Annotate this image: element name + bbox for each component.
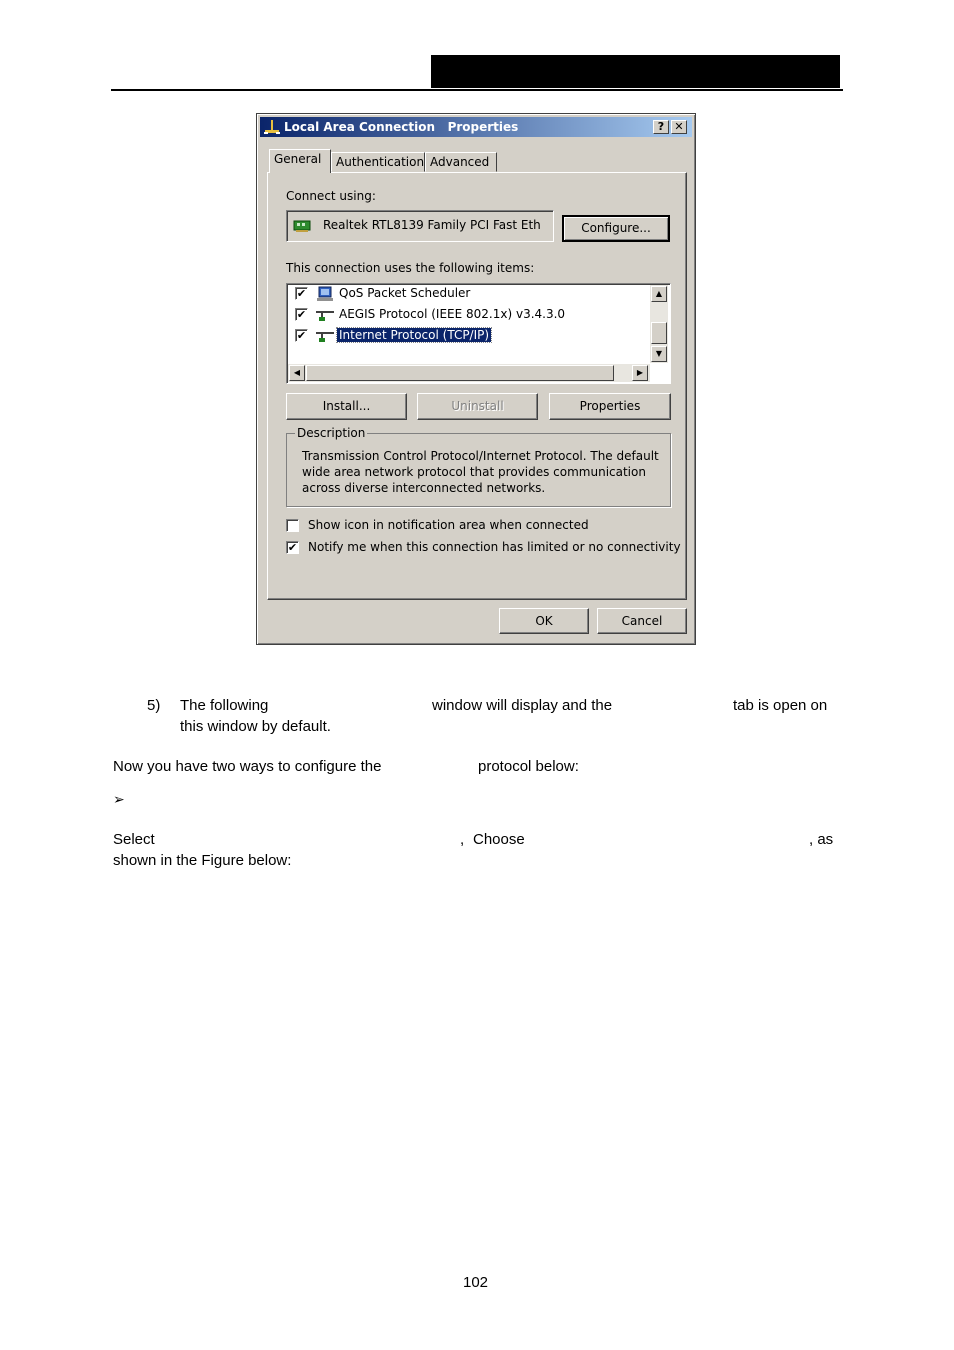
item-label-selected: Internet Protocol (TCP/IP) bbox=[339, 328, 490, 342]
comma-separator: , bbox=[460, 831, 465, 848]
item-label: AEGIS Protocol (IEEE 802.1x) v3.4.3.0 bbox=[339, 307, 566, 321]
notify-checkbox[interactable]: ✔ bbox=[287, 541, 298, 554]
header-rule bbox=[111, 89, 843, 91]
uninstall-button[interactable]: Uninstall bbox=[417, 393, 538, 420]
properties-dialog bbox=[256, 113, 696, 645]
vertical-scroll-thumb[interactable] bbox=[651, 322, 667, 344]
intro-text-part-2: protocol below: bbox=[478, 758, 579, 775]
dialog-title: Local Area Connection Properties bbox=[284, 120, 519, 134]
scroll-left-icon[interactable]: ◀ bbox=[289, 365, 305, 381]
description-legend: Description bbox=[297, 426, 366, 440]
as-text: , as bbox=[809, 831, 834, 848]
properties-button[interactable]: Properties bbox=[549, 393, 671, 420]
horizontal-scrollbar[interactable] bbox=[288, 364, 650, 382]
figure-reference: shown in the Figure below: bbox=[113, 852, 292, 869]
step-text-part-3: tab is open on bbox=[733, 697, 828, 714]
general-tab-panel bbox=[267, 172, 687, 600]
title-bar[interactable] bbox=[260, 117, 692, 137]
items-label: This connection uses the following items: bbox=[286, 261, 535, 275]
cancel-button[interactable]: Cancel bbox=[597, 608, 687, 634]
connection-items-list[interactable] bbox=[286, 283, 671, 384]
help-button[interactable]: ? bbox=[653, 120, 669, 134]
network-card-icon bbox=[293, 219, 313, 233]
scroll-up-icon[interactable]: ▲ bbox=[651, 286, 667, 302]
scroll-down-icon[interactable]: ▼ bbox=[651, 346, 667, 362]
item-checkbox[interactable]: ✔ bbox=[296, 308, 307, 321]
select-word: Select bbox=[113, 831, 155, 848]
header-bar bbox=[431, 55, 840, 88]
show-icon-checkbox[interactable] bbox=[286, 519, 299, 532]
configure-button[interactable]: Configure... bbox=[562, 215, 670, 242]
page-number: 102 bbox=[463, 1274, 489, 1291]
scheduler-icon bbox=[315, 286, 335, 302]
step-text-part-1: The following bbox=[180, 697, 269, 714]
adapter-field bbox=[286, 210, 554, 242]
close-button[interactable]: ✕ bbox=[671, 120, 687, 134]
vertical-scrollbar[interactable] bbox=[650, 285, 668, 363]
install-button[interactable]: Install... bbox=[286, 393, 407, 420]
network-protocol-icon bbox=[315, 328, 335, 344]
tab-authentication[interactable]: Authentication bbox=[331, 152, 425, 172]
step-number: 5) bbox=[147, 697, 161, 714]
scroll-right-icon[interactable]: ▶ bbox=[632, 365, 648, 381]
item-label: QoS Packet Scheduler bbox=[339, 286, 471, 300]
network-protocol-icon bbox=[315, 307, 335, 323]
connect-using-label: Connect using: bbox=[286, 189, 376, 203]
intro-text-part-1: Now you have two ways to configure the bbox=[113, 758, 382, 775]
item-checkbox[interactable]: ✔ bbox=[296, 287, 307, 300]
horizontal-scroll-thumb[interactable] bbox=[306, 365, 614, 381]
item-checkbox[interactable]: ✔ bbox=[296, 329, 307, 342]
tab-general[interactable]: General bbox=[269, 149, 331, 173]
network-connection-icon bbox=[263, 119, 281, 135]
ok-button[interactable]: OK bbox=[499, 608, 589, 634]
choose-word: Choose bbox=[473, 831, 525, 848]
notify-label: Notify me when this connection has limited or no connectivity bbox=[308, 540, 681, 554]
arrow-bullet-icon: ➢ bbox=[113, 791, 125, 807]
adapter-name: Realtek RTL8139 Family PCI Fast Eth bbox=[323, 218, 541, 232]
description-text: Transmission Control Protocol/Internet Protocol. The default wide area network protocol that provides communication across diverse interconnected networks. bbox=[302, 449, 659, 495]
show-icon-label: Show icon in notification area when connected bbox=[308, 518, 589, 532]
step-text-part-2: window will display and the bbox=[432, 697, 613, 714]
step-text-part-4: this window by default. bbox=[180, 718, 331, 735]
description-group bbox=[286, 426, 671, 507]
tab-advanced[interactable]: Advanced bbox=[425, 152, 497, 172]
